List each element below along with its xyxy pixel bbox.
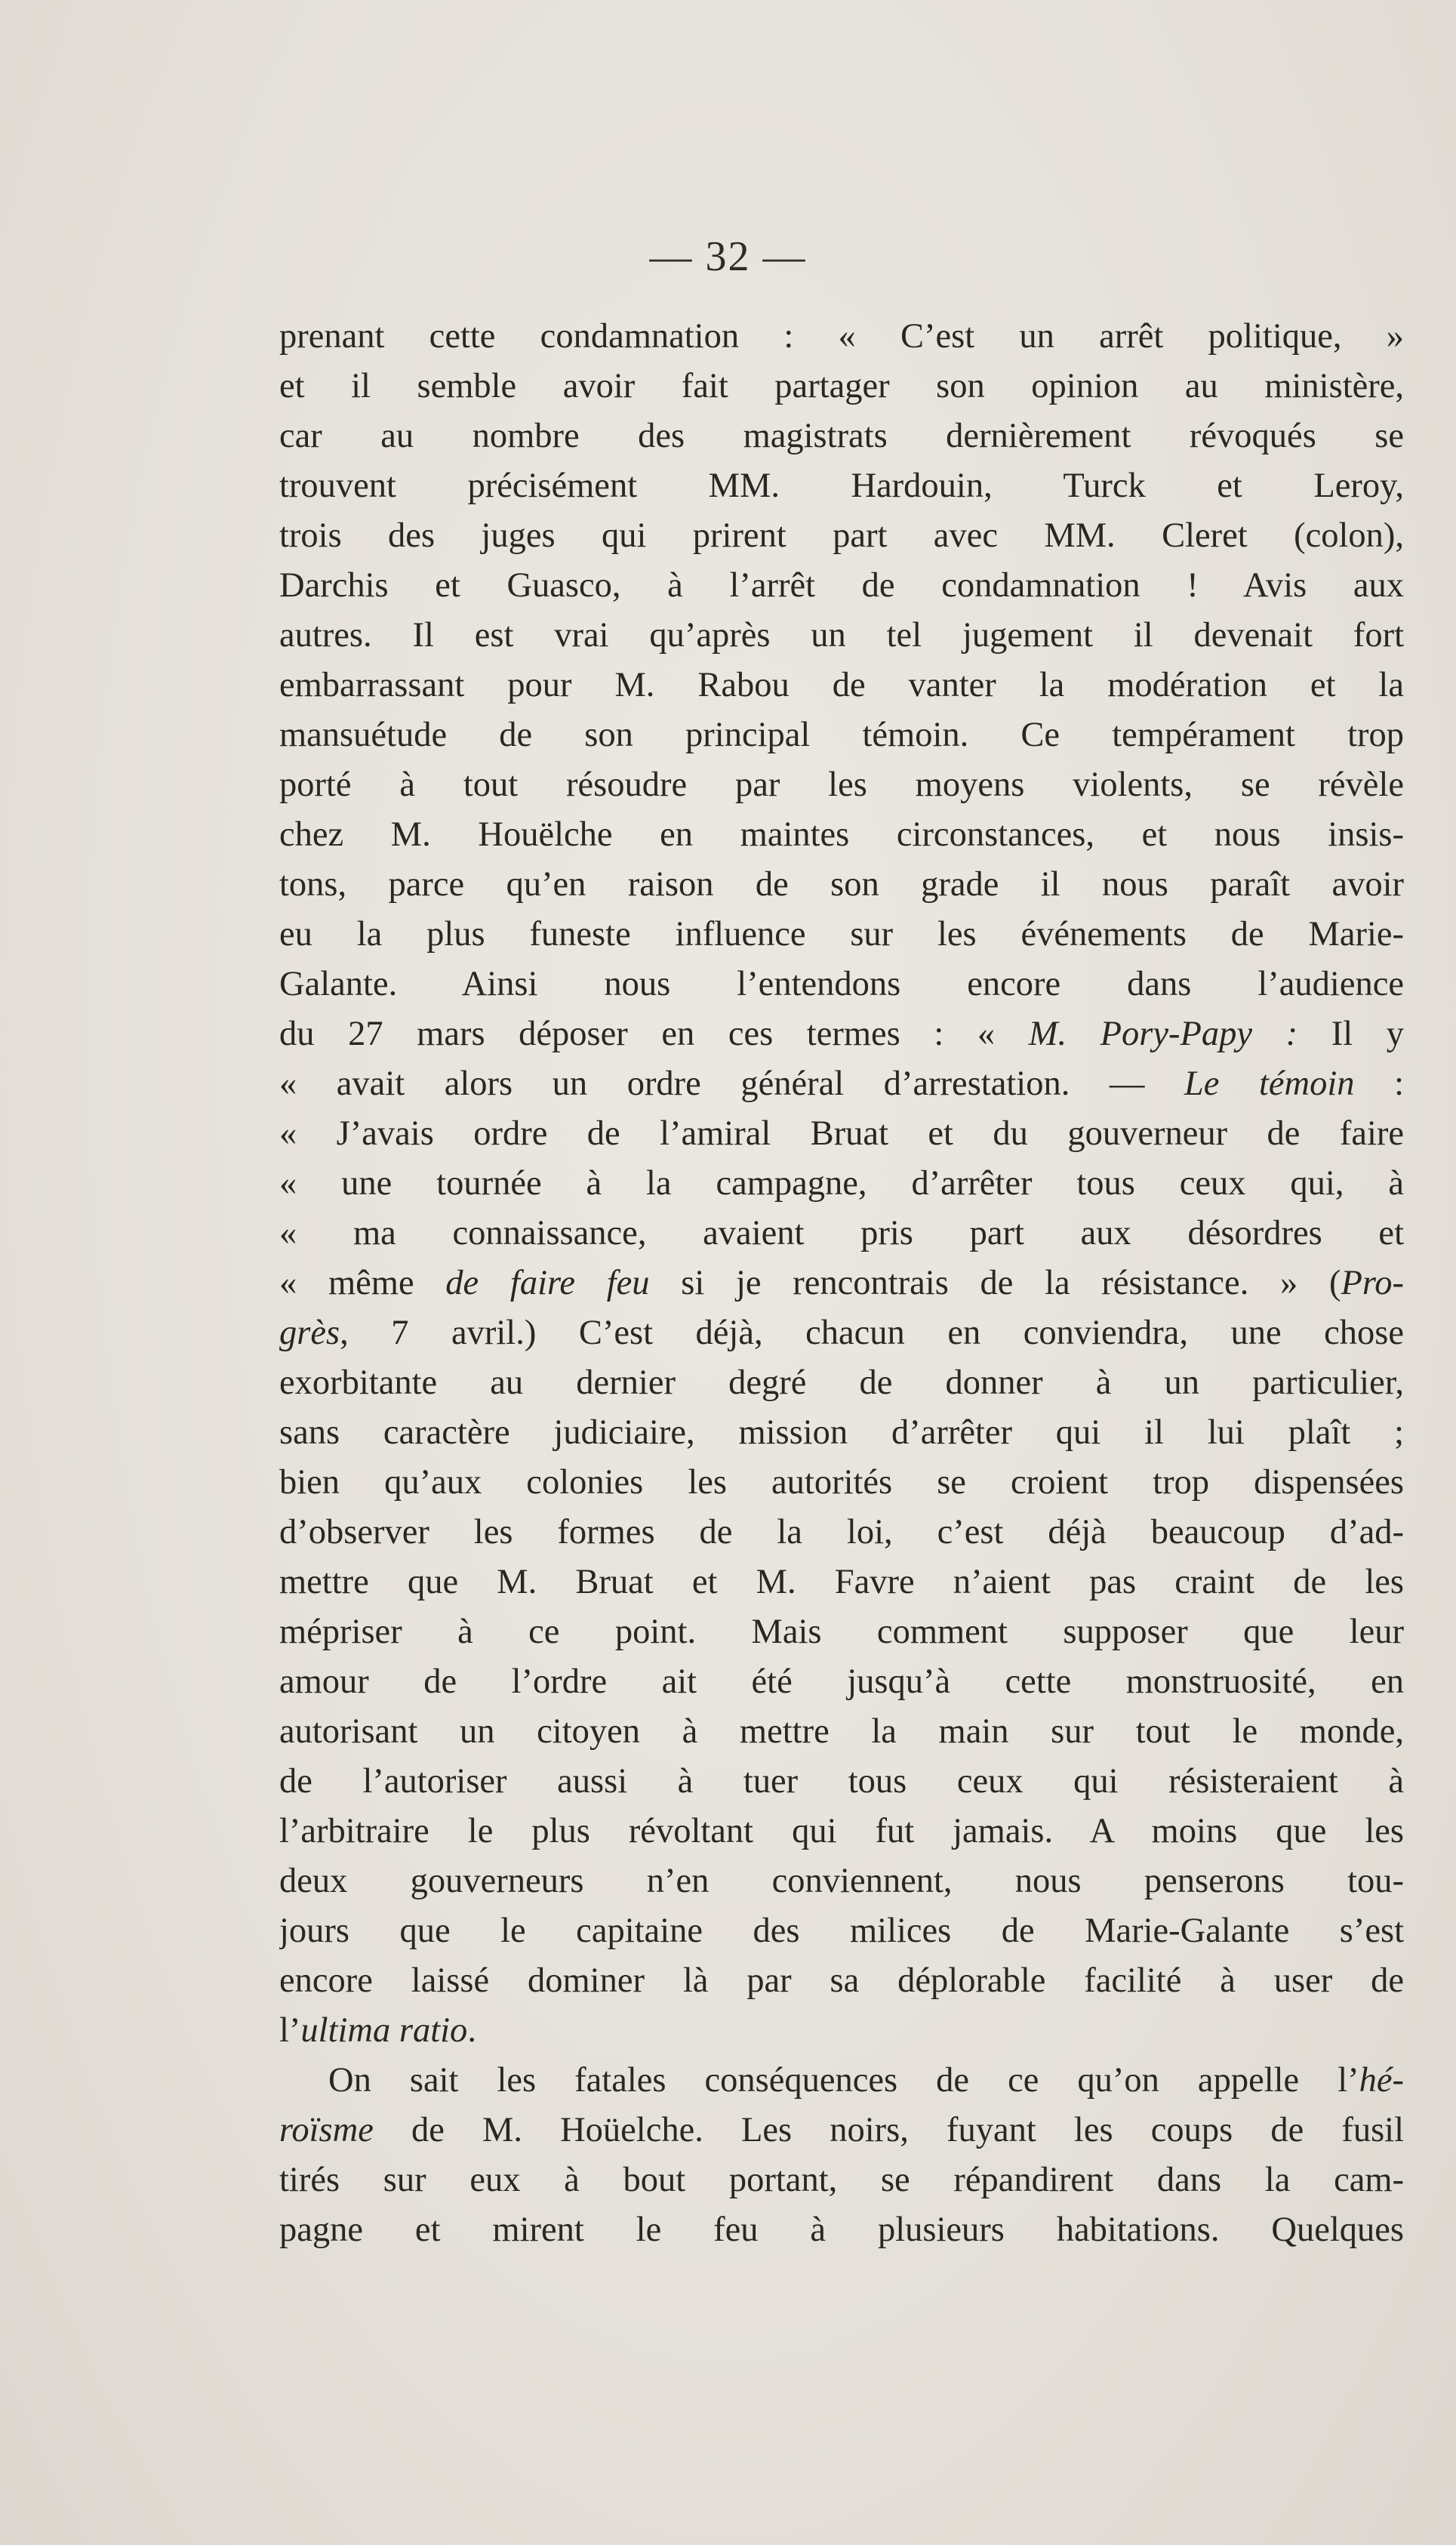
line-text: eu la plus funeste influence sur les événements de Marie- xyxy=(279,915,1404,954)
text-line xyxy=(279,960,1404,1009)
italic-text: Pro- xyxy=(1341,1264,1404,1302)
line-text: sans caractère judiciaire, mission d’arrêter qui il lui plaît ; xyxy=(279,1413,1404,1452)
line-text: trois des juges qui prirent part avec MM. Cleret (colon), xyxy=(279,516,1404,555)
line-text: « J’avais ordre de l’amiral Bruat et du gouverneur de faire xyxy=(279,1114,1404,1153)
text-line xyxy=(279,2155,1404,2205)
line-text: du 27 mars déposer en ces termes : « xyxy=(279,1015,1029,1053)
line-text: On sait les fatales conséquences de ce qu’on appelle l’ xyxy=(328,2061,1359,2100)
text-line xyxy=(279,860,1404,910)
line-text: Galante. Ainsi nous l’entendons encore dans l’audience xyxy=(279,965,1404,1003)
page-number: — 32 — xyxy=(649,233,807,280)
line-text: car au nombre des magistrats dernièrement révoqués se xyxy=(279,417,1404,455)
text-line xyxy=(279,1707,1404,1757)
line-text: mettre que M. Bruat et M. Favre n’aient pas craint de les xyxy=(279,1563,1404,1601)
text-line xyxy=(279,1856,1404,1906)
line-text: l’arbitraire le plus révoltant qui fut jamais. A moins que les xyxy=(279,1812,1404,1850)
text-line xyxy=(279,1757,1404,1807)
text-line xyxy=(279,362,1404,411)
line-text: Darchis et Guasco, à l’arrêt de condamnation ! Avis aux xyxy=(279,566,1404,605)
line-text: porté à tout résoudre par les moyens violents, se révèle xyxy=(279,766,1404,804)
text-line xyxy=(279,2006,1404,2056)
text-line xyxy=(279,1458,1404,1508)
line-text: « une tournée à la campagne, d’arrêter tous ceux qui, à xyxy=(279,1164,1404,1203)
text-line xyxy=(279,1009,1404,1059)
line-text: et il semble avoir fait partager son opinion au ministère, xyxy=(279,367,1404,405)
line-text: bien qu’aux colonies les autorités se croient trop dispensées xyxy=(279,1463,1404,1502)
line-text: chez M. Houëlche en maintes circonstances, et nous insis- xyxy=(279,815,1404,854)
text-line xyxy=(279,910,1404,960)
line-text: jours que le capitaine des milices de Marie-Galante s’est xyxy=(279,1912,1404,1950)
italic-text: grès xyxy=(279,1314,340,1352)
text-line xyxy=(279,1807,1404,1856)
line-text: . xyxy=(467,2011,476,2050)
text-line xyxy=(279,1159,1404,1209)
text-line xyxy=(279,2205,1404,2255)
text-line xyxy=(279,710,1404,760)
text-line xyxy=(279,411,1404,461)
line-text: d’observer les formes de la loi, c’est déjà beaucoup d’ad- xyxy=(279,1513,1404,1551)
line-text: encore laissé dominer là par sa déplorable facilité à user de xyxy=(279,1961,1404,2000)
italic-text: hé- xyxy=(1359,2061,1404,2100)
line-text: si je rencontrais de la résistance. » ( xyxy=(649,1264,1341,1302)
line-text: autorisant un citoyen à mettre la main sur tout le monde, xyxy=(279,1712,1404,1751)
line-text: trouvent précisément MM. Hardouin, Turck et Leroy, xyxy=(279,467,1404,505)
line-text: tons, parce qu’en raison de son grade il nous paraît avoir xyxy=(279,865,1404,904)
line-text: : xyxy=(1354,1065,1404,1103)
text-line xyxy=(279,1657,1404,1707)
text-line xyxy=(279,561,1404,611)
text-line xyxy=(279,1558,1404,1607)
line-text: « même xyxy=(279,1264,446,1302)
line-text: mépriser à ce point. Mais comment supposer que leur xyxy=(279,1613,1404,1651)
text-line xyxy=(279,461,1404,511)
line-text: amour de l’ordre ait été jusqu’à cette monstruosité, en xyxy=(279,1662,1404,1701)
line-text: tirés sur eux à bout portant, se répandirent dans la cam- xyxy=(279,2161,1404,2199)
line-text: embarrassant pour M. Rabou de vanter la modération et la xyxy=(279,666,1404,704)
line-text: Il y xyxy=(1297,1015,1404,1053)
italic-text: M. Pory-Papy : xyxy=(1028,1015,1298,1053)
text-line xyxy=(279,810,1404,860)
italic-text: Le témoin xyxy=(1184,1065,1355,1103)
line-text: l’ xyxy=(279,2011,301,2050)
text-line xyxy=(279,760,1404,810)
line-text: deux gouverneurs n’en conviennent, nous penserons tou- xyxy=(279,1862,1404,1900)
text-line xyxy=(279,1308,1404,1358)
line-text: prenant cette condamnation : « C’est un arrêt politique, » xyxy=(279,317,1404,356)
text-line xyxy=(279,1358,1404,1408)
body-text xyxy=(279,312,1404,2255)
text-line xyxy=(279,2056,1404,2106)
text-line xyxy=(279,611,1404,661)
text-line xyxy=(279,1956,1404,2006)
text-line xyxy=(279,1906,1404,1956)
text-line xyxy=(279,1259,1404,1308)
line-text: pagne et mirent le feu à plusieurs habitations. Quelques xyxy=(279,2211,1404,2249)
italic-text: roïsme xyxy=(279,2111,374,2149)
text-line xyxy=(279,312,1404,362)
italic-text: de faire feu xyxy=(445,1264,650,1302)
text-line xyxy=(279,1209,1404,1259)
line-text: exorbitante au dernier degré de donner à un particulier, xyxy=(279,1363,1404,1402)
line-text: autres. Il est vrai qu’après un tel jugement il devenait fort xyxy=(279,616,1404,655)
line-text: , 7 avril.) C’est déjà, chacun en conviendra, une chose xyxy=(340,1314,1404,1352)
line-text: de l’autoriser aussi à tuer tous ceux qui résisteraient à xyxy=(279,1762,1404,1801)
text-line xyxy=(279,1408,1404,1458)
text-line xyxy=(279,1109,1404,1159)
italic-text: ultima ratio xyxy=(300,2011,468,2050)
line-text: « ma connaissance, avaient pris part aux désordres et xyxy=(279,1214,1404,1252)
text-line xyxy=(279,2106,1404,2155)
text-line xyxy=(279,511,1404,561)
line-text: « avait alors un ordre général d’arrestation. — xyxy=(279,1065,1184,1103)
line-text: mansuétude de son principal témoin. Ce tempérament trop xyxy=(279,716,1404,754)
line-text: de M. Hoüelche. Les noirs, fuyant les coups de fusil xyxy=(373,2111,1404,2149)
text-line xyxy=(279,1508,1404,1558)
text-line xyxy=(279,1059,1404,1109)
text-line xyxy=(279,1607,1404,1657)
text-line xyxy=(279,661,1404,710)
